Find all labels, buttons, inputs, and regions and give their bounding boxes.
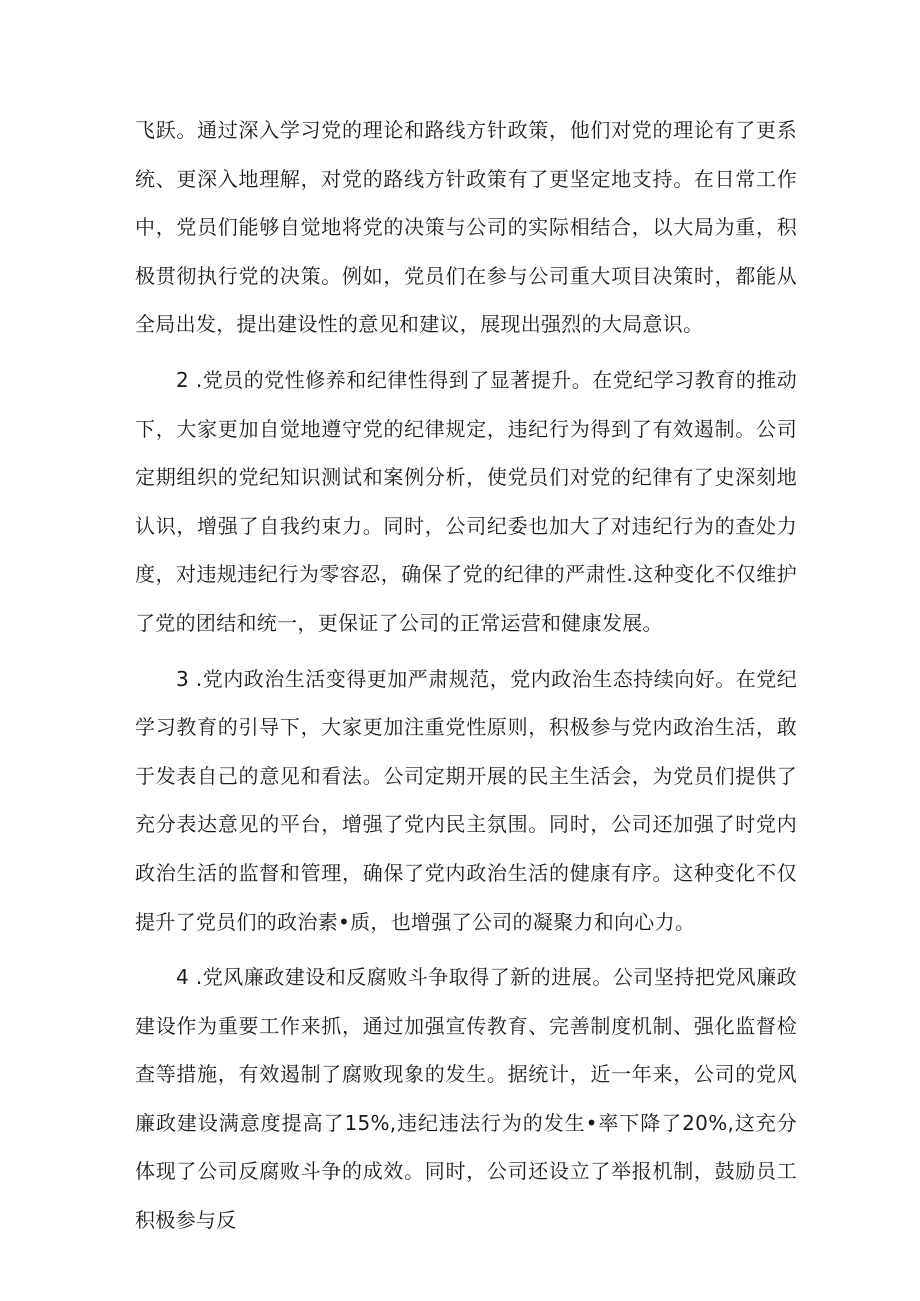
paragraph-item-3: 3 .党内政治生活变得更加严肃规范，党内政治生态持续向好。在党纪学习教育的引导下，大家更加注重党性原则，积极参与党内政治生活，敢于发表自己的意见和看法。公司定期开展的民主生活会，为党员们提供了充分表达意见的平台，增强了党内民主氛围。同时，公司还加强了时党内政治生活的监督和管理，确保了党内政治生活的健康有序。这种变化不仅提升了党员们的政治素•质，也增强了公司的凝聚力和向心力。 — [135, 666, 797, 934]
paragraph-continuation: 飞跃。通过深入学习党的理论和路线方针政策，他们对党的理论有了更系统、更深入地理解，对党的路线方针政策有了更坚定地支持。在日常工作中，党员们能够自觉地将党的决策与公司的实际相结合，以大局为重，积极贯彻执行党的决策。例如，党员们在参与公司重大项目决策时，都能从全局出发，提出建设性的意见和建议，展现出强烈的大局意识。 — [135, 118, 797, 337]
document-body — [135, 106, 797, 1252]
paragraph-item-4: 4 .党风廉政建设和反腐败斗争取得了新的进展。公司坚持把党风廉政建设作为重要工作来抓，通过加强宣传教育、完善制度机制、强化监督检查等措施，有效遏制了腐败现象的发生。据统计，近一年来，公司的党风廉政建设满意度提高了15%,违纪违法行为的发生•率下降了20%,这充分体现了公司反腐败斗争的成效。同时，公司还设立了举报机制，鼓励员工积极参与反 — [135, 965, 797, 1233]
paragraph-item-2: 2 .党员的党性修养和纪律性得到了显著提升。在党纪学习教育的推动下，大家更加自觉地遵守党的纪律规定，违纪行为得到了有效遏制。公司定期组织的党纪知识测试和案例分析，使党员们对党的纪律有了史深刻地认识，增强了自我约束力。同时，公司纪委也加大了对违纪行为的查处力度，对违规违纪行为零容忍，确保了党的纪律的严肃性.这种变化不仅维护了党的团结和统一，更保证了公司的正常运营和健康发展。 — [135, 367, 797, 635]
